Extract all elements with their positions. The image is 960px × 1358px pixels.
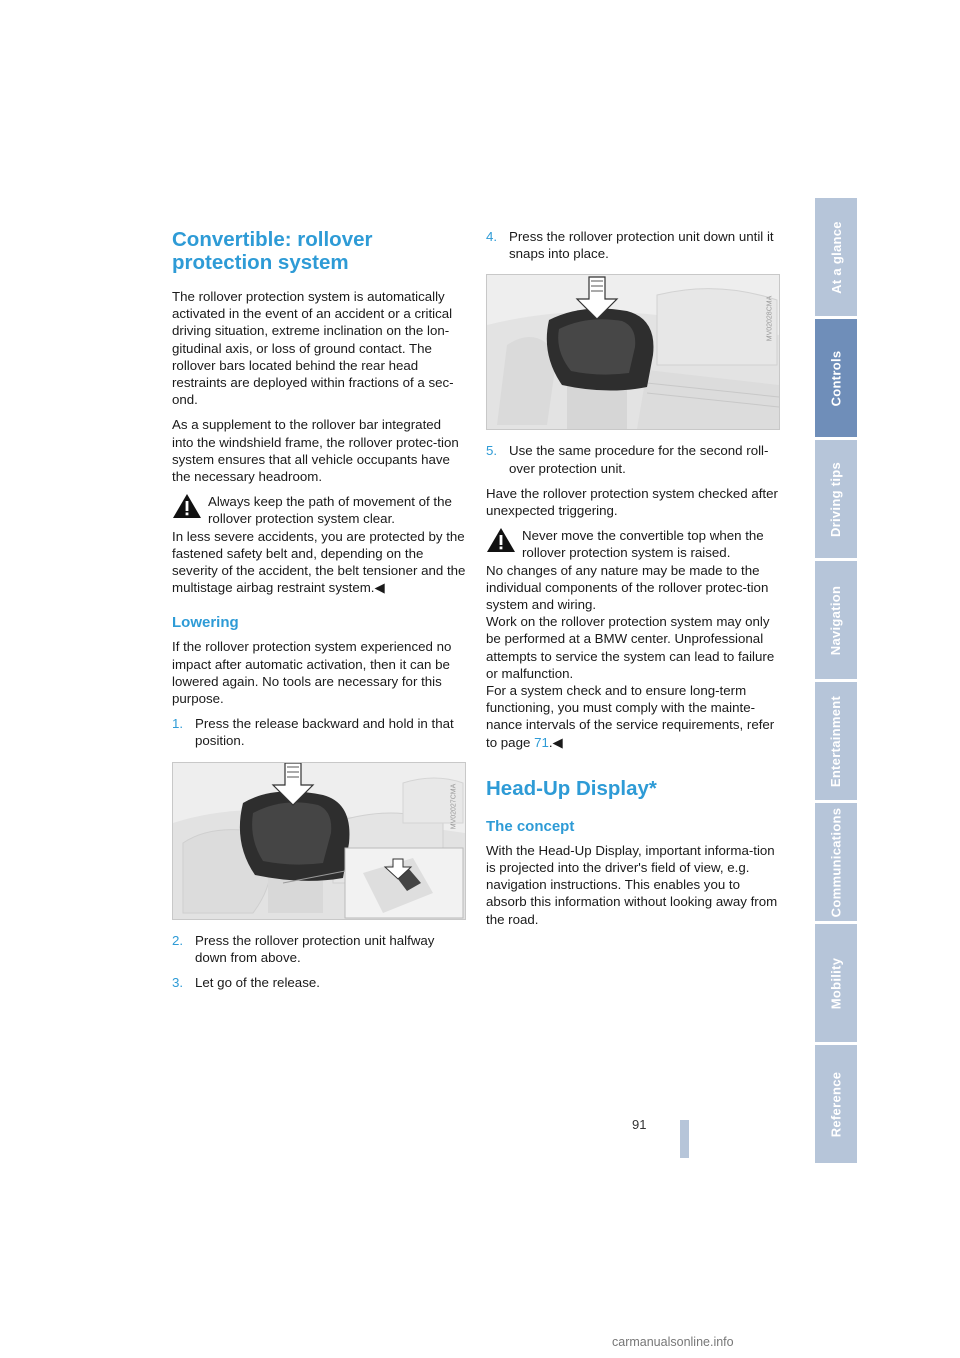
step-2 — [172, 932, 466, 966]
page-reference-link[interactable]: 71 — [534, 734, 549, 750]
right-column — [486, 228, 780, 936]
rollover-release-illustration — [173, 763, 465, 919]
warning-note — [486, 527, 780, 561]
figure-press-down — [486, 274, 780, 430]
warning-end-mark: .◀ — [548, 734, 563, 750]
step-4 — [486, 228, 780, 262]
step-text: Press the rollover protection unit halfway down from above. — [195, 932, 435, 965]
warning-continuation: In less severe accidents, you are protected by the fastened safety belt and, depending on the severity of the accident, the belt tensioner and the multistage airbag restraint system.◀ — [172, 528, 466, 596]
warning-icon — [172, 493, 202, 519]
subheading-concept: The concept — [486, 817, 575, 835]
step-text: Use the same procedure for the second roll-over protection unit. — [509, 443, 769, 476]
step-1 — [172, 715, 466, 749]
warning-note — [172, 493, 466, 527]
warning-continuation-1: No changes of any nature may be made to the individual components of the rollover protec-tion system and wiring. — [486, 562, 769, 613]
page-number: 91 — [632, 1117, 647, 1132]
paragraph-check: Have the rollover protection system checked after unexpected triggering. — [486, 485, 778, 519]
tab-at-a-glance[interactable]: At a glance — [815, 198, 857, 316]
section-title-rollover: Convertible: rollover protection system — [172, 228, 373, 274]
chapter-tabs — [815, 198, 857, 1166]
footer-watermark: carmanualsonline.info — [612, 1335, 734, 1349]
tab-driving-tips[interactable]: Driving tips — [815, 440, 857, 558]
tab-communications[interactable]: Communications — [815, 803, 857, 921]
step-number: 4. — [486, 229, 498, 244]
left-column — [172, 228, 466, 999]
figure-code: MV02028CMA — [766, 296, 774, 342]
step-number: 2. — [172, 932, 184, 948]
step-number: 3. — [172, 975, 184, 991]
subheading-lowering: Lowering — [172, 614, 239, 632]
paragraph-intro: The rollover protection system is automatically activated in the event of an accident or a critical driving situation, extreme inclination on the lon-gitudinal axis, or loss of ground contact. The rollover bars located behind the rear head restraints are deployed within fractions of a sec-ond. — [172, 289, 454, 408]
tab-controls[interactable]: Controls — [815, 319, 857, 437]
warning-icon — [486, 527, 516, 553]
warning-text: Never move the convertible top when the rollover protection system is raised. — [522, 528, 764, 561]
tab-reference[interactable]: Reference — [815, 1045, 857, 1163]
paragraph-supplement: As a supplement to the rollover bar integrated into the windshield frame, the rollover protec-tion system ensures that all vehicle occupants have the necessary headroom. — [172, 417, 459, 485]
step-5 — [486, 442, 780, 476]
rollover-press-illustration — [487, 275, 779, 429]
page-marker-bar — [680, 1120, 689, 1158]
warning-continuation-2: Work on the rollover protection system may only be performed at a BMW center. Unprofessional attempts to service the system can lead to failure or malfunction. — [486, 614, 775, 681]
tab-entertainment[interactable]: Entertainment — [815, 682, 857, 800]
step-number: 5. — [486, 443, 498, 459]
figure-release-lever — [172, 762, 466, 920]
warning-continuation-3 — [486, 682, 780, 751]
paragraph-concept: With the Head-Up Display, important informa-tion is projected into the driver's field of view, e.g. navigation instructions. This enables you to absorb this information without looking away from the road. — [486, 842, 778, 927]
step-text: Press the rollover protection unit down until it snaps into place. — [509, 229, 774, 262]
step-text: Let go of the release. — [195, 975, 320, 991]
warning-text-pre: For a system check and to ensure long-term functioning, you must comply with the mainte-nance intervals of the service requirements, refer to page — [486, 683, 775, 750]
warning-text: Always keep the path of movement of the rollover protection system clear. — [208, 494, 452, 527]
tab-mobility[interactable]: Mobility — [815, 924, 857, 1042]
step-number: 1. — [172, 716, 184, 732]
tab-navigation[interactable]: Navigation — [815, 561, 857, 679]
step-3 — [172, 974, 466, 991]
paragraph-lowering: If the rollover protection system experienced no impact after automatic activation, then it can be lowered again. No tools are necessary for this purpose. — [172, 639, 452, 707]
figure-code: MV02027CMA — [450, 783, 458, 829]
step-text: Press the release backward and hold in that position. — [195, 716, 454, 749]
section-title-hud: Head-Up Display* — [486, 776, 657, 800]
